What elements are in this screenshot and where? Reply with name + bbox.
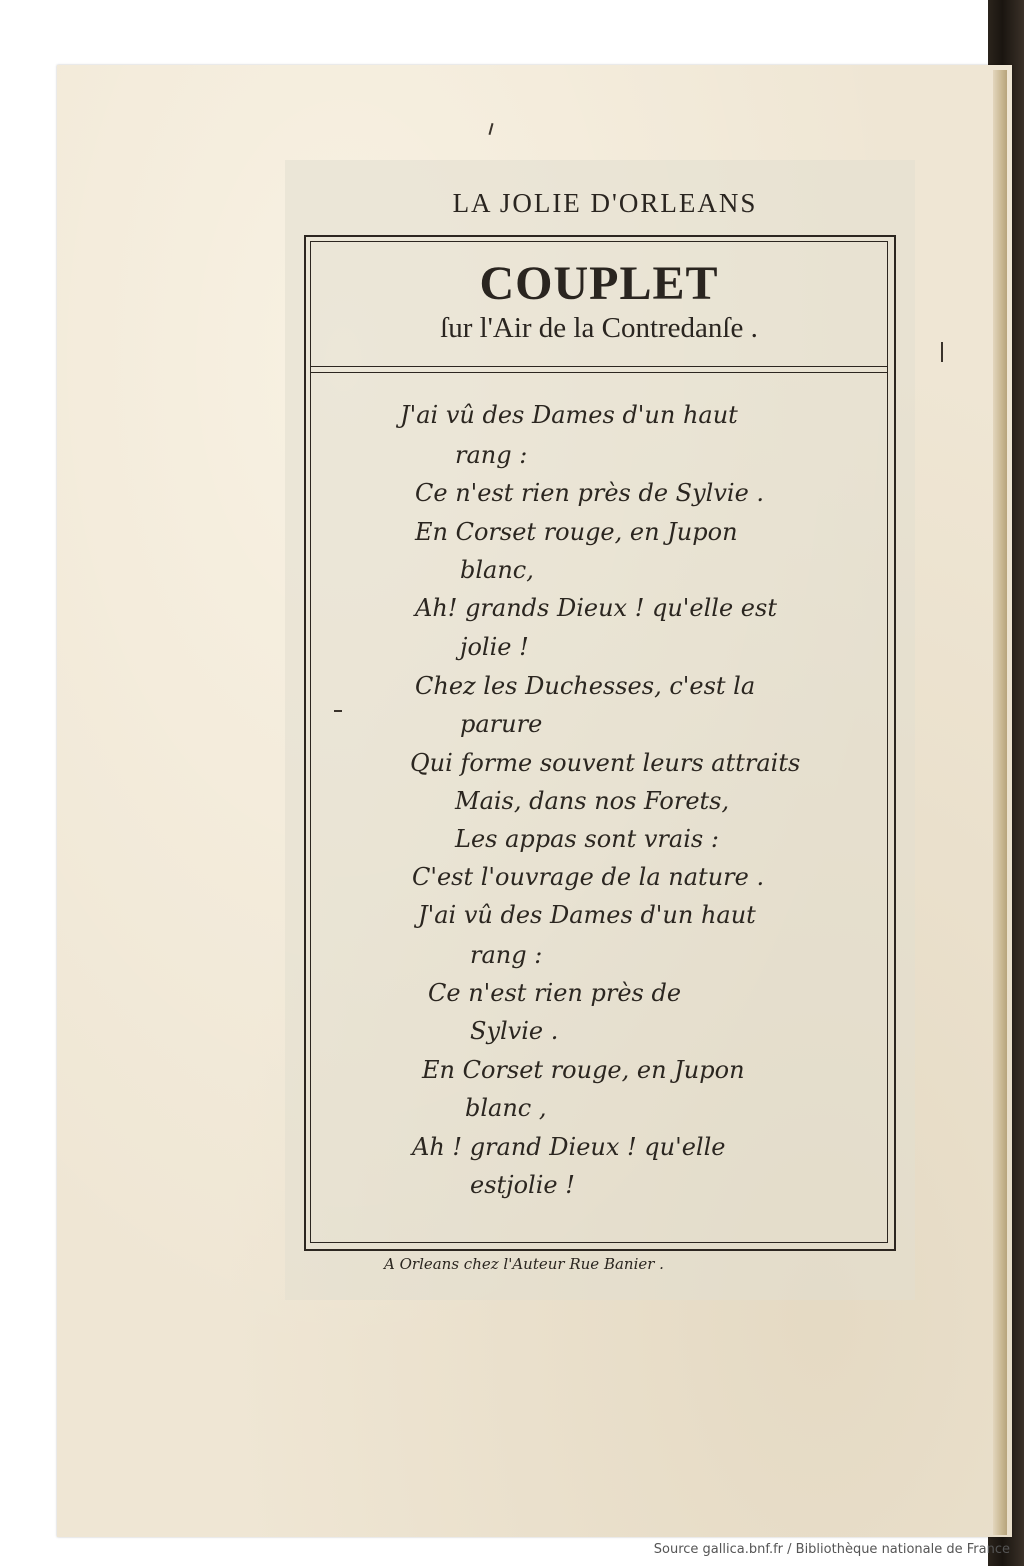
imprint-line: A Orleans chez l'Auteur Rue Banier . (384, 1255, 664, 1273)
verse-line: blanc, (460, 556, 534, 584)
verse-line: estjolie ! (470, 1171, 575, 1199)
verse-line: Qui forme souvent leurs attraits (410, 749, 801, 777)
verse-line: En Corset rouge, en Jupon (422, 1056, 745, 1084)
verse-line: jolie ! (460, 633, 529, 661)
margin-mark (941, 342, 943, 362)
verse-line: Ce n'est rien près de (428, 979, 682, 1007)
couplet-subtitle: ſur l'Air de la Contredanſe . (440, 312, 758, 344)
verse-line: C'est l'ouvrage de la nature . (412, 863, 765, 891)
page-edge (993, 70, 1007, 1535)
verse-line: Ah ! grand Dieux ! qu'elle (412, 1133, 726, 1161)
verse-line: Mais, dans nos Forets, (455, 787, 730, 815)
title-separator-line (310, 372, 888, 373)
title-separator-line (310, 366, 888, 367)
verse-line: Ce n'est rien près de Sylvie . (415, 479, 765, 507)
verse-line: blanc , (465, 1094, 547, 1122)
verse-line: J'ai vû des Dames d'un haut (400, 401, 738, 429)
page-heading: LA JOLIE D'ORLEANS (452, 188, 758, 218)
verse-line: En Corset rouge, en Jupon (415, 518, 738, 546)
margin-mark (334, 710, 342, 712)
couplet-title: COUPLET (479, 257, 719, 310)
verse-line: rang : (455, 441, 528, 469)
verse-line: J'ai vû des Dames d'un haut (418, 901, 756, 929)
verse-line: Les appas sont vrais : (455, 825, 719, 853)
verse-line: Sylvie . (470, 1017, 559, 1045)
verse-line: parure (460, 710, 543, 738)
verse-line: Ah! grands Dieux ! qu'elle est (415, 594, 777, 622)
verse-line: Chez les Duchesses, c'est la (415, 672, 756, 700)
verse-line: rang : (470, 941, 543, 969)
source-credit: Source gallica.bnf.fr / Bibliothèque nationale de France (653, 1542, 1010, 1557)
frame-inner-border (310, 241, 888, 1243)
